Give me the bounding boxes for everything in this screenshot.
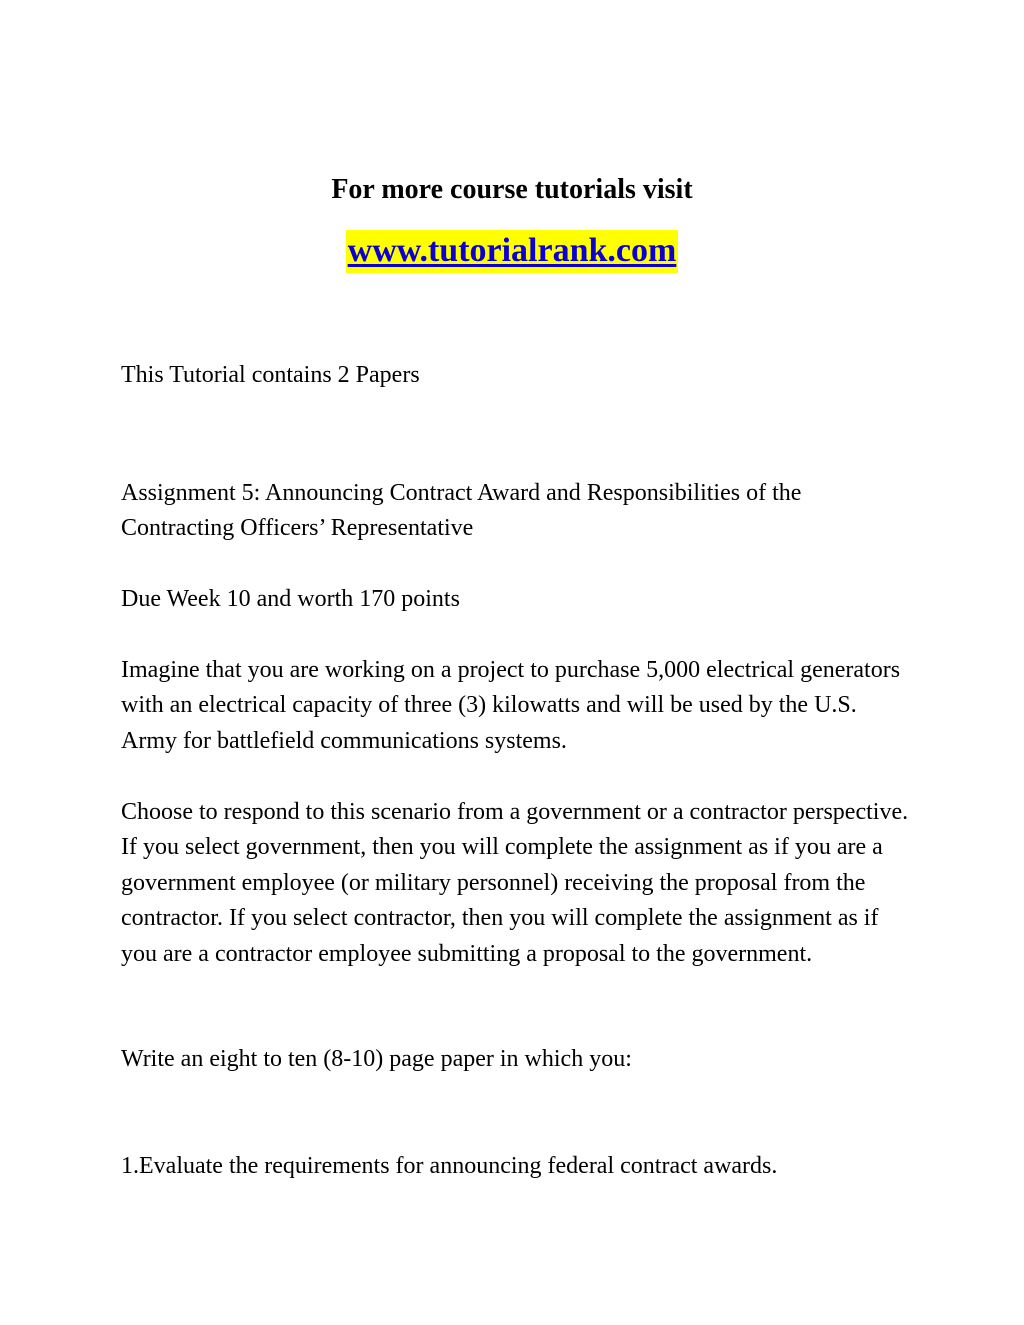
promo-heading: For more course tutorials visit <box>331 174 693 205</box>
due-date-text: Due Week 10 and worth 170 points <box>121 586 460 612</box>
tutorial-website-link[interactable]: www.tutorialrank.com <box>346 230 679 273</box>
scenario-paragraph: Imagine that you are working on a project to purchase 5,000 electrical generators with an electrical capacity of three (3) kilowatts and will be used by the U.S. Army for battlefield communications systems. <box>121 657 901 754</box>
list-item: 1.Evaluate the requirements for announcing federal contract awards. <box>121 1153 778 1179</box>
perspective-paragraph: Choose to respond to this scenario from a government or a contractor perspective. If you select government, then you will complete the assignment as if you are a government employee (or military personnel) receiving the proposal from the contractor. If you select contractor, then you will complete the assignment as if you are a contractor employee submitting a proposal to the government. <box>121 799 909 967</box>
promo-link-container <box>0 228 1024 280</box>
intro-text: This Tutorial contains 2 Papers <box>121 362 420 388</box>
write-instruction-text: Write an eight to ten (8-10) page paper in which you: <box>121 1046 632 1072</box>
assignment-title: Assignment 5: Announcing Contract Award and Responsibilities of the Contracting Officers’ Representative <box>121 480 802 542</box>
